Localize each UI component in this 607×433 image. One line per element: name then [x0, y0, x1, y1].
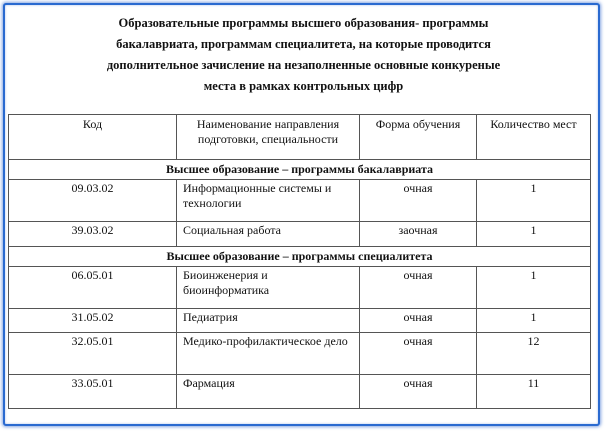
cell-count: 1 [477, 309, 591, 333]
table-row [9, 309, 591, 333]
section-heading-row [9, 160, 591, 180]
cell-name: Фармация [177, 375, 360, 409]
title-line: места в рамках контрольных цифр [203, 79, 404, 93]
header-name: Наименование направления подготовки, специальности [177, 115, 360, 160]
cell-form: заочная [360, 222, 477, 247]
cell-count: 11 [477, 375, 591, 409]
cell-name: Педиатрия [177, 309, 360, 333]
cell-count: 1 [477, 222, 591, 247]
cell-code: 09.03.02 [9, 180, 177, 222]
document-title [5, 13, 602, 97]
section-heading-specialist: Высшее образование – программы специалитета [9, 247, 591, 267]
cell-form: очная [360, 309, 477, 333]
cell-form: очная [360, 333, 477, 375]
cell-count: 1 [477, 267, 591, 309]
header-count: Количество мест [477, 115, 591, 160]
cell-name: Биоинженерия и биоинформатика [177, 267, 360, 309]
cell-name: Информационные системы и технологии [177, 180, 360, 222]
cell-code: 31.05.02 [9, 309, 177, 333]
table-row [9, 267, 591, 309]
section-heading-bachelor: Высшее образование – программы бакалавриата [9, 160, 591, 180]
title-line: дополнительное зачисление на незаполненные основные конкуреные [106, 58, 501, 72]
title-line: Образовательные программы высшего образования- программы [118, 16, 489, 30]
cell-form: очная [360, 267, 477, 309]
cell-code: 32.05.01 [9, 333, 177, 375]
cell-count: 1 [477, 180, 591, 222]
cell-form: очная [360, 180, 477, 222]
section-heading-row [9, 247, 591, 267]
table-row [9, 375, 591, 409]
cell-code: 39.03.02 [9, 222, 177, 247]
table-row [9, 333, 591, 375]
header-code: Код [9, 115, 177, 160]
cell-form: очная [360, 375, 477, 409]
cell-name: Медико-профилактическое дело [177, 333, 360, 375]
title-line: бакалавриата, программам специалитета, на которые проводится [116, 37, 491, 51]
table-row [9, 222, 591, 247]
table-header-row [9, 115, 591, 160]
table-row [9, 180, 591, 222]
programs-table [8, 114, 591, 409]
header-form: Форма обучения [360, 115, 477, 160]
cell-code: 33.05.01 [9, 375, 177, 409]
cell-count: 12 [477, 333, 591, 375]
cell-name: Социальная работа [177, 222, 360, 247]
cell-code: 06.05.01 [9, 267, 177, 309]
